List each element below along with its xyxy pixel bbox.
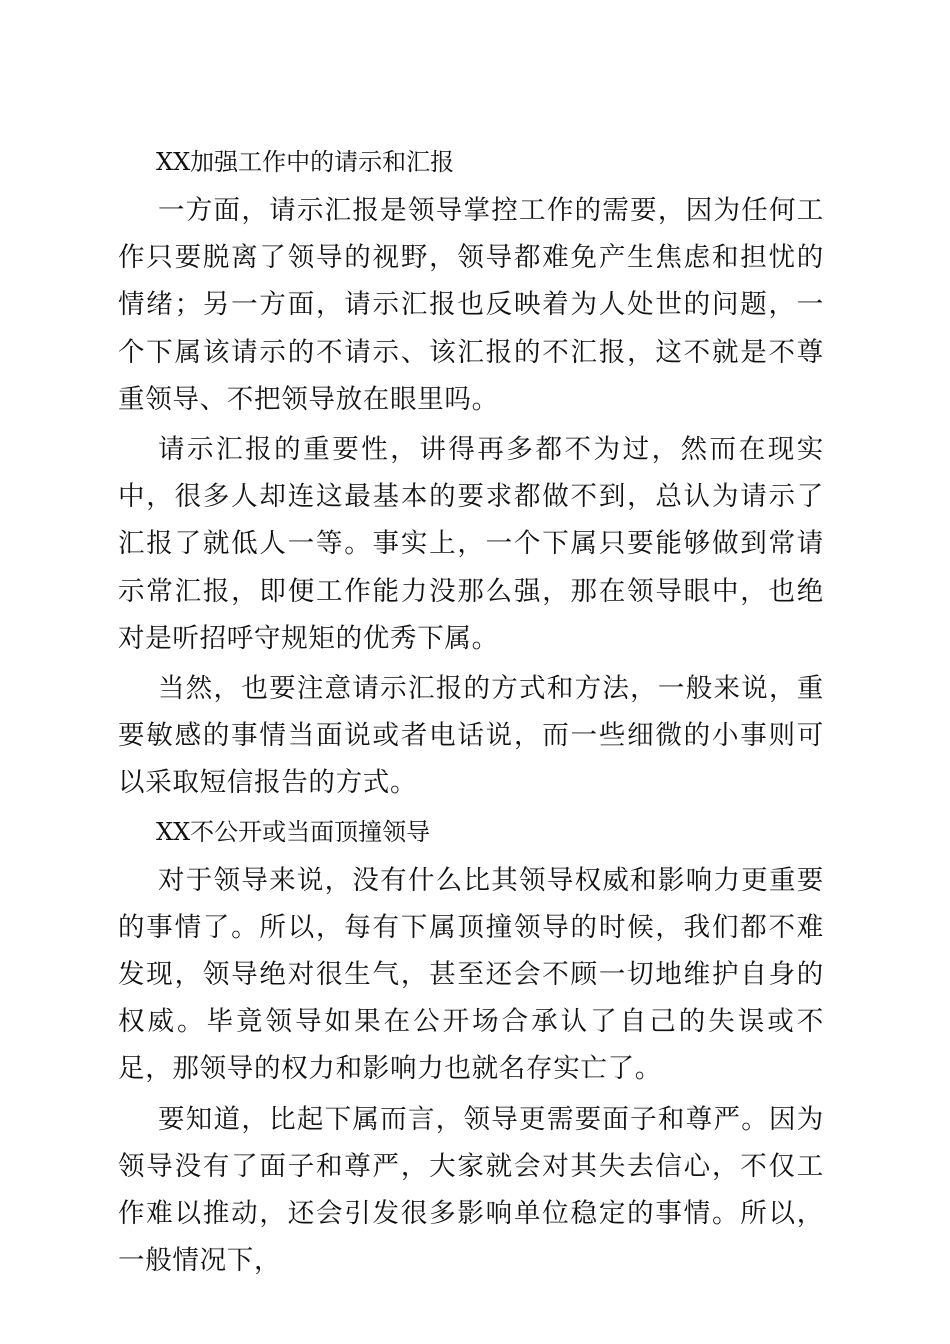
body-paragraph: 请示汇报的重要性，讲得再多都不为过，然而在现实中，很多人却连这最基本的要求都做不到，总认为请示了汇报了就低人一等。事实上，一个下属只要能够做到常请示常汇报，即便工作能力没那么强，那在领导眼中，也绝对是听招呼守规矩的优秀下属。 [118, 434, 824, 654]
section-heading: XX加强工作中的请示和汇报 [156, 148, 455, 176]
document-body [118, 140, 824, 1287]
body-paragraph: 当然，也要注意请示汇报的方式和方法，一般来说，重要敏感的事情当面说或者电话说，而一些细微的小事则可以采取短信报告的方式。 [118, 673, 824, 799]
body-paragraph: 要知道，比起下属而言，领导更需要面子和尊严。因为领导没有了面子和尊严，大家就会对其失去信心，不仅工作难以推动，还会引发很多影响单位稳定的事情。所以，一般情况下， [118, 1103, 824, 1277]
body-paragraph: 对于领导来说，没有什么比其领导权威和影响力更重要的事情了。所以，每有下属顶撞领导的时候，我们都不难发现，领导绝对很生气，甚至还会不顾一切地维护自身的权威。毕竟领导如果在公开场合承认了自己的失误或不足，那领导的权力和影响力也就名存实亡了。 [118, 864, 824, 1085]
section-heading: XX不公开或当面顶撞领导 [156, 817, 431, 846]
body-paragraph: 一方面，请示汇报是领导掌控工作的需要，因为任何工作只要脱离了领导的视野，领导都难免产生焦虑和担忧的情绪；另一方面，请示汇报也反映着为人处世的问题，一个下属该请示的不请示、该汇报的不汇报，这不就是不尊重领导、不把领导放在眼里吗。 [118, 195, 824, 415]
